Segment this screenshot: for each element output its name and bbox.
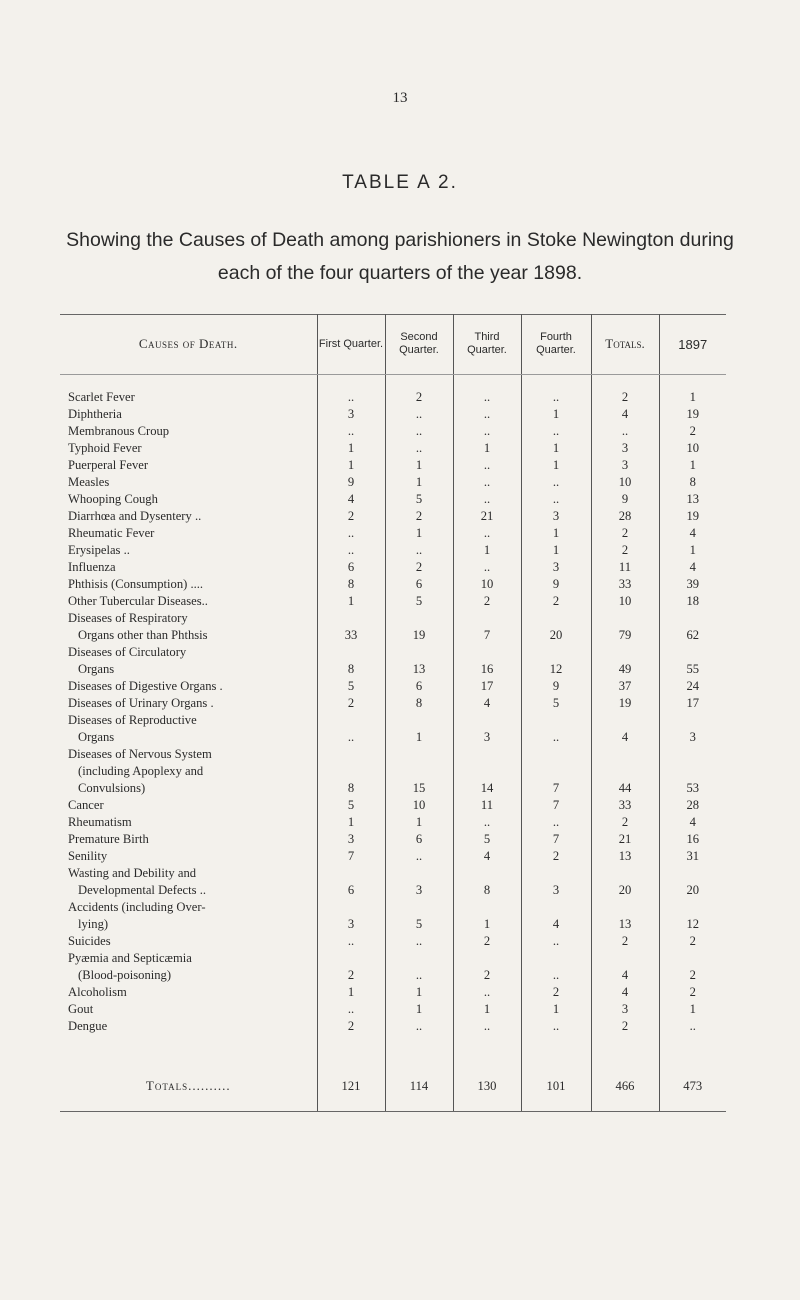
value-cell-q2: 15 [385,746,453,797]
cause-label: Diarrhœa and Dysentery .. [68,509,202,523]
value-cell-q1: 2 [317,508,385,525]
value-cell-q3: 21 [453,508,521,525]
value-cell-q1: 5 [317,797,385,814]
value-cell-q2: 10 [385,797,453,814]
value-cell-q3: 2 [453,593,521,610]
value-cell-total: 33 [591,576,659,593]
value-cell-q3: .. [453,406,521,423]
cause-label: Rheumatic Fever [68,526,155,540]
value-cell-q1: 4 [317,491,385,508]
cause-line: Organs [78,662,115,676]
value-cell-q3: 17 [453,678,521,695]
value-cell-total: 28 [591,508,659,525]
value-cell-q4: 20 [521,610,591,644]
value-cell-q3: 4 [453,695,521,712]
value-cell-q4: .. [521,474,591,491]
value-cell-prev: 2 [659,933,726,950]
value-cell-q2: 2 [385,389,453,406]
value-cell-total: 19 [591,695,659,712]
value-cell-prev: 39 [659,576,726,593]
value-cell-total: 79 [591,610,659,644]
value-cell-q2: 8 [385,695,453,712]
header-row [60,314,726,375]
table-row [60,865,726,899]
cause-label: Scarlet Fever [68,390,135,404]
table-row [60,406,726,423]
cause-cell [60,576,317,593]
cause-line: Accidents (including Over- [68,900,206,914]
cause-line: (Blood-poisoning) [78,968,172,982]
value-cell-q3: .. [453,491,521,508]
value-cell-q4: 1 [521,1001,591,1018]
value-cell-q1: 6 [317,559,385,576]
cause-line: Wasting and Debility and [68,866,197,880]
value-cell-total: 3 [591,440,659,457]
value-cell-prev: 18 [659,593,726,610]
value-cell-prev: 19 [659,406,726,423]
value-cell-total: 21 [591,831,659,848]
value-cell-prev: 10 [659,440,726,457]
value-cell-prev: 24 [659,678,726,695]
cause-line: (including Apoplexy and [78,764,204,778]
value-cell-q2: .. [385,950,453,984]
value-cell-q2: 6 [385,831,453,848]
cause-line: Diseases of Reproductive [68,713,197,727]
value-cell-q4: 1 [521,525,591,542]
cause-cell [60,423,317,440]
value-cell-q1: 3 [317,831,385,848]
value-cell-q3: 16 [453,644,521,678]
value-cell-prev: .. [659,1018,726,1035]
cause-cell [60,746,317,797]
table-row [60,950,726,984]
value-cell-q3: 3 [453,712,521,746]
cause-label: Senility [68,849,108,863]
value-cell-prev: 2 [659,423,726,440]
cause-label: Dengue [68,1019,108,1033]
value-cell-q1: 3 [317,899,385,933]
value-cell-prev: 13 [659,491,726,508]
value-cell-q3: .. [453,1018,521,1035]
table-row [60,576,726,593]
value-cell-q4: .. [521,491,591,508]
table-row [60,1001,726,1018]
totals-q3: 130 [453,1061,521,1112]
value-cell-q1: 1 [317,440,385,457]
cause-cell [60,865,317,899]
cause-cell [60,542,317,559]
value-cell-q3: 10 [453,576,521,593]
value-cell-q2: 1 [385,457,453,474]
cause-label: Diseases of Urinary Organs . [68,696,214,710]
value-cell-prev: 16 [659,831,726,848]
value-cell-q1: 1 [317,984,385,1001]
value-cell-prev: 4 [659,814,726,831]
value-cell-prev: 1 [659,457,726,474]
cause-cell [60,644,317,678]
value-cell-total: 10 [591,593,659,610]
value-cell-q1: .. [317,423,385,440]
value-cell-q1: 1 [317,457,385,474]
cause-cell [60,695,317,712]
cause-label: Other Tubercular Diseases.. [68,594,208,608]
cause-line: Organs [78,730,115,744]
totals-q4: 101 [521,1061,591,1112]
cause-cell [60,610,317,644]
cause-label: Rheumatism [68,815,132,829]
cause-cell [60,525,317,542]
value-cell-total: 2 [591,389,659,406]
cause-cell [60,933,317,950]
value-cell-q3: 1 [453,1001,521,1018]
value-cell-q1: 7 [317,848,385,865]
cause-cell [60,440,317,457]
value-cell-q2: 6 [385,576,453,593]
value-cell-total: 2 [591,525,659,542]
cause-cell [60,1018,317,1035]
value-cell-q2: 5 [385,593,453,610]
cause-label: Membranous Croup [68,424,170,438]
totals-q2: 114 [385,1061,453,1112]
value-cell-q1: 8 [317,644,385,678]
table-row [60,389,726,406]
value-cell-q2: .. [385,1018,453,1035]
cause-cell [60,1001,317,1018]
value-cell-q3: .. [453,814,521,831]
value-cell-q4: 1 [521,542,591,559]
cause-cell [60,984,317,1001]
value-cell-q3: 1 [453,899,521,933]
value-cell-q2: .. [385,423,453,440]
value-cell-q1: 1 [317,814,385,831]
value-cell-prev: 4 [659,559,726,576]
value-cell-q4: .. [521,389,591,406]
value-cell-q4: 2 [521,984,591,1001]
value-cell-q1: .. [317,525,385,542]
cause-cell [60,814,317,831]
totals-1897: 473 [659,1061,726,1112]
table-row [60,491,726,508]
cause-line: Pyæmia and Septicæmia [68,951,192,965]
value-cell-q2: .. [385,933,453,950]
cause-label: Puerperal Fever [68,458,149,472]
value-cell-q4: .. [521,423,591,440]
value-cell-q1: 5 [317,678,385,695]
value-cell-prev: 20 [659,865,726,899]
cause-cell [60,508,317,525]
value-cell-q4: 12 [521,644,591,678]
value-cell-q3: .. [453,389,521,406]
cause-label: Gout [68,1002,94,1016]
value-cell-q4: 2 [521,593,591,610]
table-row [60,831,726,848]
value-cell-q4: 9 [521,678,591,695]
table-row [60,610,726,644]
table-row [60,712,726,746]
totals-total: 466 [591,1061,659,1112]
cause-line: Convulsions) [78,781,146,795]
table-row [60,457,726,474]
col-header-q3: Third Quarter. [453,314,521,375]
value-cell-q4: .. [521,1018,591,1035]
table-row [60,848,726,865]
value-cell-q3: 1 [453,440,521,457]
value-cell-q2: .. [385,542,453,559]
value-cell-total: 4 [591,712,659,746]
value-cell-q3: 11 [453,797,521,814]
value-cell-total: 13 [591,899,659,933]
value-cell-total: 2 [591,542,659,559]
value-cell-prev: 19 [659,508,726,525]
totals-label: Totals.......... [60,1061,317,1112]
causes-of-death-table [60,314,726,1112]
value-cell-prev: 53 [659,746,726,797]
cause-cell [60,899,317,933]
value-cell-q3: .. [453,984,521,1001]
value-cell-q4: .. [521,933,591,950]
value-cell-q2: 1 [385,525,453,542]
table-row [60,797,726,814]
value-cell-q2: 3 [385,865,453,899]
value-cell-q2: 2 [385,559,453,576]
value-cell-q1: .. [317,712,385,746]
value-cell-q1: 2 [317,695,385,712]
cause-cell [60,712,317,746]
cause-label: Typhoid Fever [68,441,142,455]
value-cell-q4: 7 [521,831,591,848]
value-cell-q3: .. [453,559,521,576]
value-cell-q4: 3 [521,508,591,525]
value-cell-q1: 6 [317,865,385,899]
table-caption: Showing the Causes of Death among parishioners in Stoke Newington during each of the four quarters of the year 1898. [66,229,734,284]
value-cell-q4: 1 [521,406,591,423]
value-cell-total: 3 [591,457,659,474]
value-cell-q1: .. [317,389,385,406]
col-header-1897: 1897 [659,314,726,375]
value-cell-q2: .. [385,848,453,865]
value-cell-total: 49 [591,644,659,678]
cause-line: Diseases of Circulatory [68,645,187,659]
value-cell-total: 2 [591,1018,659,1035]
cause-label: Diphtheria [68,407,122,421]
value-cell-q2: 1 [385,984,453,1001]
value-cell-q2: 1 [385,814,453,831]
value-cell-q4: 9 [521,576,591,593]
cause-cell [60,559,317,576]
value-cell-total: 33 [591,797,659,814]
cause-label: Cancer [68,798,104,812]
value-cell-q4: .. [521,712,591,746]
value-cell-q4: 1 [521,457,591,474]
value-cell-q4: .. [521,814,591,831]
col-header-cause: Causes of Death. [60,314,317,375]
table-row [60,440,726,457]
table-row [60,423,726,440]
table-row [60,899,726,933]
table-row [60,644,726,678]
table-row [60,525,726,542]
value-cell-total: 4 [591,950,659,984]
page-number: 13 [392,90,408,106]
value-cell-prev: 3 [659,712,726,746]
value-cell-q3: 1 [453,542,521,559]
cause-label: Suicides [68,934,111,948]
value-cell-prev: 2 [659,984,726,1001]
value-cell-q2: 6 [385,678,453,695]
cause-label: Whooping Cough [68,492,158,506]
value-cell-total: 37 [591,678,659,695]
value-cell-total: 4 [591,406,659,423]
value-cell-prev: 12 [659,899,726,933]
value-cell-prev: 17 [659,695,726,712]
value-cell-total: 2 [591,933,659,950]
value-cell-prev: 28 [659,797,726,814]
value-cell-prev: 4 [659,525,726,542]
value-cell-q3: 7 [453,610,521,644]
value-cell-q3: .. [453,474,521,491]
value-cell-q4: 3 [521,865,591,899]
cause-line: Diseases of Nervous System [68,747,212,761]
value-cell-q1: .. [317,933,385,950]
value-cell-q4: 5 [521,695,591,712]
cause-cell [60,848,317,865]
cause-label: Alcoholism [68,985,127,999]
value-cell-q2: 5 [385,491,453,508]
value-cell-q1: 3 [317,406,385,423]
value-cell-q4: 7 [521,746,591,797]
cause-label: Phthisis (Consumption) .... [68,577,204,591]
value-cell-total: 20 [591,865,659,899]
table-row [60,508,726,525]
value-cell-q1: 33 [317,610,385,644]
cause-cell [60,797,317,814]
value-cell-q1: 8 [317,746,385,797]
value-cell-q3: .. [453,525,521,542]
value-cell-q1: 2 [317,1018,385,1035]
cause-line: Organs other than Phthsis [78,628,208,642]
table-row [60,593,726,610]
cause-cell [60,593,317,610]
col-header-totals: Totals. [591,314,659,375]
value-cell-prev: 2 [659,950,726,984]
value-cell-q2: 2 [385,508,453,525]
table-row [60,1018,726,1035]
value-cell-q2: .. [385,406,453,423]
table-title: TABLE A 2. [342,172,458,193]
value-cell-q3: 4 [453,848,521,865]
table-row [60,984,726,1001]
value-cell-prev: 1 [659,542,726,559]
value-cell-q3: 2 [453,950,521,984]
col-header-q2: Second Quarter. [385,314,453,375]
value-cell-prev: 31 [659,848,726,865]
value-cell-prev: 62 [659,610,726,644]
cause-cell [60,491,317,508]
value-cell-q4: 4 [521,899,591,933]
value-cell-prev: 8 [659,474,726,491]
table-row [60,559,726,576]
value-cell-q4: 7 [521,797,591,814]
cause-cell [60,457,317,474]
cause-label: Premature Birth [68,832,149,846]
value-cell-q1: 1 [317,593,385,610]
value-cell-q2: 1 [385,1001,453,1018]
value-cell-q4: 1 [521,440,591,457]
value-cell-total: 44 [591,746,659,797]
value-cell-q1: .. [317,1001,385,1018]
value-cell-q3: 5 [453,831,521,848]
value-cell-total: 10 [591,474,659,491]
value-cell-q3: .. [453,457,521,474]
table-row [60,814,726,831]
value-cell-q2: 13 [385,644,453,678]
cause-cell [60,406,317,423]
cause-cell [60,950,317,984]
value-cell-q2: 5 [385,899,453,933]
value-cell-total: 3 [591,1001,659,1018]
cause-label: Diseases of Digestive Organs . [68,679,223,693]
value-cell-q1: 9 [317,474,385,491]
value-cell-q1: 8 [317,576,385,593]
value-cell-total: 2 [591,814,659,831]
cause-line: Diseases of Respiratory [68,611,188,625]
table-row [60,933,726,950]
table-row [60,542,726,559]
cause-cell [60,678,317,695]
cause-label: Influenza [68,560,116,574]
value-cell-q3: 2 [453,933,521,950]
totals-q1: 121 [317,1061,385,1112]
value-cell-q3: 8 [453,865,521,899]
value-cell-prev: 1 [659,389,726,406]
value-cell-q4: 3 [521,559,591,576]
value-cell-total: 13 [591,848,659,865]
value-cell-q3: .. [453,423,521,440]
value-cell-prev: 1 [659,1001,726,1018]
value-cell-q3: 14 [453,746,521,797]
table-body [60,375,726,1062]
value-cell-prev: 55 [659,644,726,678]
value-cell-total: .. [591,423,659,440]
table-row [60,746,726,797]
cause-label: Erysipelas .. [68,543,130,557]
value-cell-q4: 2 [521,848,591,865]
cause-label: Measles [68,475,110,489]
col-header-q1: First Quarter. [317,314,385,375]
totals-row [60,1061,726,1112]
col-header-q4: Fourth Quarter. [521,314,591,375]
cause-cell [60,389,317,406]
value-cell-q4: .. [521,950,591,984]
value-cell-q1: .. [317,542,385,559]
cause-line: lying) [78,917,109,931]
table-row [60,695,726,712]
value-cell-q2: 1 [385,712,453,746]
table-row [60,474,726,491]
cause-line: Developmental Defects .. [78,883,206,897]
cause-cell [60,474,317,491]
table-row [60,678,726,695]
cause-cell [60,831,317,848]
value-cell-total: 9 [591,491,659,508]
value-cell-q2: .. [385,440,453,457]
value-cell-q1: 2 [317,950,385,984]
value-cell-q2: 19 [385,610,453,644]
value-cell-q2: 1 [385,474,453,491]
value-cell-total: 4 [591,984,659,1001]
value-cell-total: 11 [591,559,659,576]
